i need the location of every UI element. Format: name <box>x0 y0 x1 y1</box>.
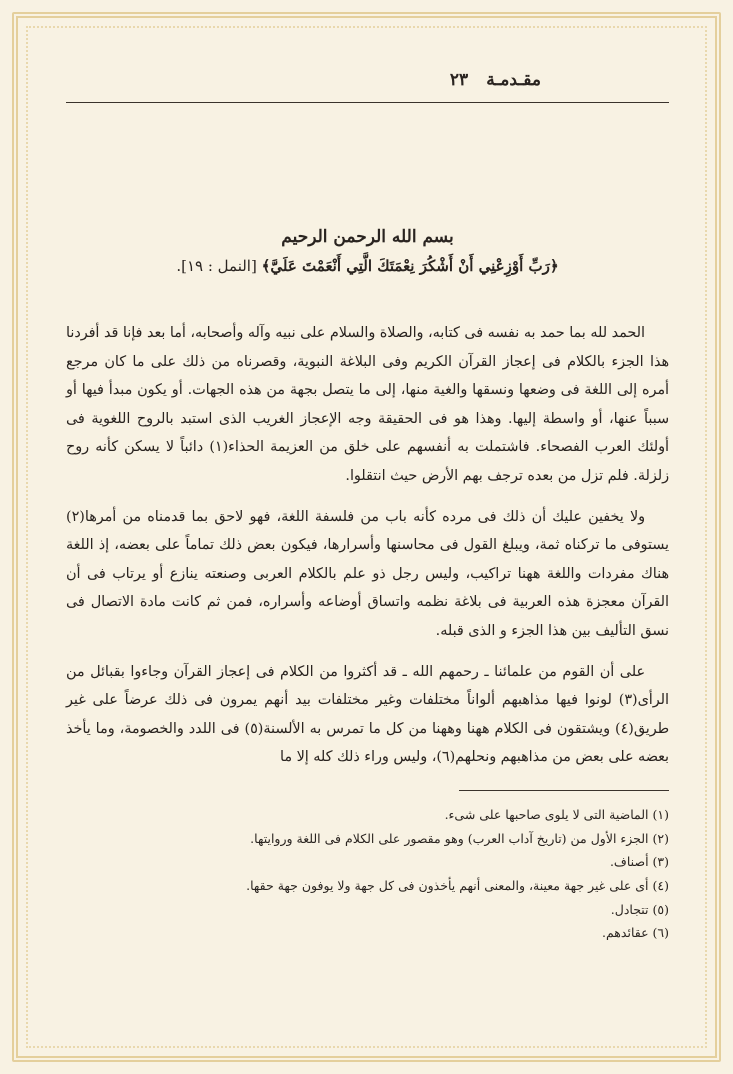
verse-citation: [النمل : ١٩]. <box>176 257 262 275</box>
running-header <box>66 70 669 98</box>
header-title: مقـدمـة <box>486 70 541 90</box>
footnote: (٢) الجزء الأول من (تاريخ آداب العرب) وهو مقصور على الكلام فى اللغة وروايتها. <box>250 830 669 846</box>
paragraph: ولا يخفين عليك أن ذلك فى مرده كأنه باب من فلسفة اللغة، فهو لاحق بما قدمناه من أمرها(٢) يستوفى ما تركناه ثمة، ويبلغ القول فى محاسنها وأسرارها، فيكون بعض ذلك تماماً على بعضه، إذ اللغة هناك مفردات واللغة ههنا تراكيب، وليس رجل ذو علم بالكلام العربى وصنعته ينازع أو يرتاب فى أن القرآن معجزة هذه العربية فى بلاغة نظمه واتساق أوضاعه وأسراره، فمن ثم كانت مادة الاتصال فى نسق التأليف بين هذا الجزء و الذى قبله. <box>66 508 669 639</box>
quran-verse <box>66 257 669 275</box>
footnote: (٣) أصناف. <box>609 854 669 870</box>
body-text <box>66 319 669 772</box>
paragraph: الحمد لله بما حمد به نفسه فى كتابه، والصلاة والسلام على نبيه وآله وأصحابه، أما بعد فإنا قد أفردنا هذا الجزء بالكلام فى إعجاز القرآن الكريم وفى البلاغة النبوية، وقصرناه من ذلك على ما كان مرجع أمره إلى اللغة فى وضعها ونسقها والغية منها، إلى ما يتصل بجهة من هذه الجهات. أو يكون مبدأ فيها أو سبباً عنها، أو واسطة إليها. وهذا هو فى الحقيقة وجه الإعجاز الغريب الذى استبد بالروح اللغوية فى أولئك العرب الفصحاء. فاشتملت به أنفسهم على خلق من العزيمة الحذاء(١) دائباً لا يسكن كأنه روح زلزلة. فلم تزل من بعده ترجف بهم الأرض حيث انتقلوا. <box>66 325 669 484</box>
verse-text: ﴿رَبِّ أَوْزِعْنِي أَنْ أَشْكُرَ نِعْمَتَكَ الَّتِي أَنْعَمْتَ عَلَيَّ﴾ <box>261 257 559 275</box>
footnote: (٦) عقائدهم. <box>602 925 669 941</box>
page-number: ٢٣ <box>449 70 469 90</box>
header-rule <box>66 102 669 103</box>
footnotes <box>66 803 669 945</box>
footnote: (٤) أى على غير جهة معينة، والمعنى أنهم يأخذون فى كل جهة ولا يوفون جهة حقها. <box>246 878 669 894</box>
footnote-rule <box>459 790 669 791</box>
page-content <box>66 70 669 1038</box>
paragraph: على أن القوم من علمائنا ـ رحمهم الله ـ قد أكثروا من الكلام فى إعجاز القرآن وجاءوا بقبائل من الرأى(٣) لونوا فيها مذاهبهم ألواناً مختلفات وغير مختلفات بيد أنهم يمرون فى ذلك عرضاً على غير طريق(٤) ويشتقون فى الكلام ههنا وههنا من كل ما تمرس به الألسنة(٥) فى اللدد والخصومة، وما يأخذ بعضه على بعض من مذاهبهم ونحلهم(٦)، وليس وراء ذلك كله إلا ما <box>66 663 669 766</box>
basmala: بسم الله الرحمن الرحيم <box>281 227 454 247</box>
footnote: (٥) تتجادل. <box>610 901 669 917</box>
footnote: (١) الماضية التى لا يلوى صاحبها على شىء. <box>444 806 669 822</box>
